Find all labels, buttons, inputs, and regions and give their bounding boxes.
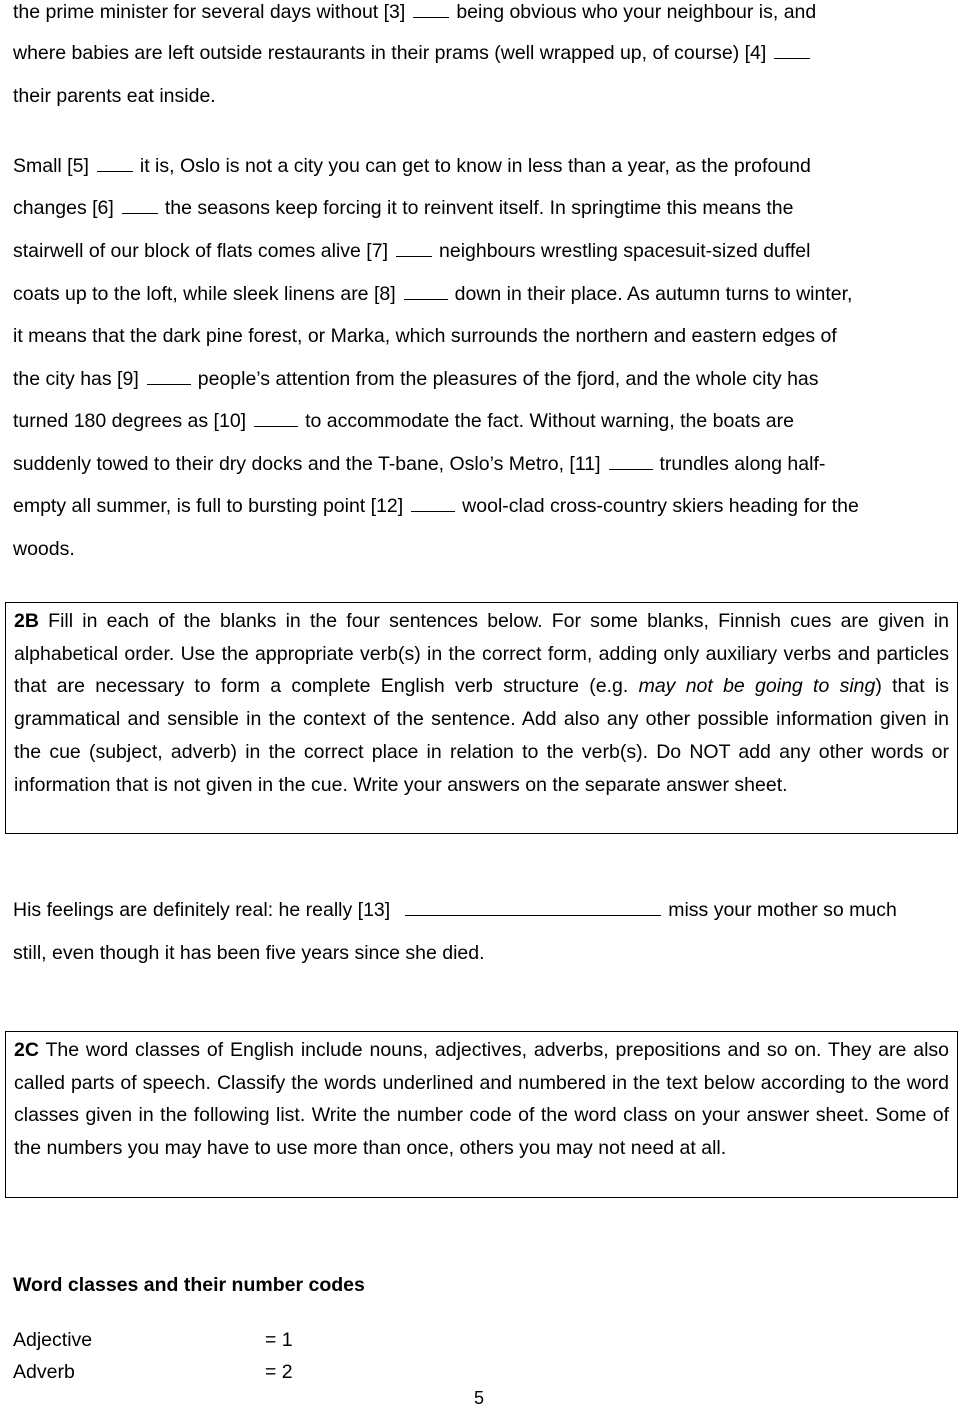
passage-line [13,84,216,108]
passage-text: the seasons keep forcing it to reinvent itself. In springtime this means the [164,197,794,219]
passage-text: coats up to the loft, while sleek linens are [8] [13,283,396,305]
passage-text: down in their place. As autumn turns to winter, [454,283,853,305]
passage-text: wool-clad cross-country skiers heading for the [462,495,859,517]
instruction-part: The word classes of English include nouns, adjectives, adverbs, prepositions and so on. They are also called parts of speech. Classify the words underlined and numbered in the text below according to the word classes given in the following list. Write the number code of the word class on your answer sheet. Some of the numbers you may have to use more than once, others you may not need at all. [14,1039,949,1160]
blank-11 [609,453,653,470]
sentence-13 [13,898,897,922]
passage-text: it is, Oslo is not a city you can get to know in less than a year, as the profound [139,155,811,177]
blank-5 [97,155,133,172]
passage-text: Small [5] [13,155,89,177]
passage-text: changes [6] [13,197,114,219]
word-class-row [13,1360,293,1384]
sentence-text: His feelings are definitely real: he really [13] [13,899,391,921]
passage-text: it means that the dark pine forest, or Marka, which surrounds the northern and eastern edges of [13,325,837,347]
word-classes-heading: Word classes and their number codes [13,1274,365,1296]
passage-line [13,282,852,306]
passage-line [13,537,75,561]
passage-line [13,154,811,178]
passage-text: trundles along half- [659,453,826,475]
passage-line [13,367,819,391]
sentence-text: miss your mother so much [668,899,897,921]
blank-10 [254,410,298,427]
instruction-box-2c [5,1031,958,1198]
blank-4 [774,42,810,59]
word-class-name: Adjective [13,1329,93,1351]
passage-text: their parents eat inside. [13,85,216,107]
passage-line [13,494,859,518]
passage-text: to accommodate the fact. Without warning, the boats are [305,410,794,432]
blank-7 [396,240,432,257]
instruction-part: Fill in each of the blanks in the four sentences below. For some blanks, Finnish cues are given in alphabetical order. Use the appropriate verb(s) in the correct form, adding only auxiliary verbs and particles that are necessary to form a complete English verb structure (e.g. [14,610,949,698]
instruction-box-2b [5,602,958,834]
passage-text: where babies are left outside restaurants in their prams (well wrapped up, of course) [4] [13,42,767,64]
instruction-part: ) that is grammatical and sensible in the context of the sentence. Add also any other possible information given in the cue (subject, adverb) in the correct place in relation to the verb(s). Do NOT add any other words or information that is not given in the cue. Write your answers on the separate answer sheet. [14,675,949,796]
passage-line [13,239,810,263]
instruction-text [14,605,949,801]
passage-text: turned 180 degrees as [10] [13,410,247,432]
blank-9 [147,368,191,385]
passage-text: the prime minister for several days without [3] [13,1,406,23]
passage-line [13,452,825,476]
passage-text: empty all summer, is full to bursting point [12] [13,495,404,517]
word-class-code: = 1 [265,1329,293,1351]
word-class-code: = 2 [265,1361,293,1383]
sentence-13-continued [13,941,485,965]
blank-12 [411,495,455,512]
passage-line [13,409,794,433]
passage-text: neighbours wrestling spacesuit-sized duffel [439,240,811,262]
passage-line [13,324,837,348]
sentence-text: still, even though it has been five years since she died. [13,942,485,964]
passage-text: suddenly towed to their dry docks and the T-bane, Oslo’s Metro, [11] [13,453,601,475]
word-class-row [13,1328,293,1352]
blank-3 [413,1,449,18]
page-number: 5 [474,1388,485,1408]
example-text: may not be going to sing [638,675,876,698]
word-class-name: Adverb [13,1361,75,1383]
section-label: 2B [14,610,39,632]
passage-text: stairwell of our block of flats comes alive [7] [13,240,388,262]
section-label: 2C [14,1039,39,1061]
passage-text: being obvious who your neighbour is, and [456,1,817,23]
passage-line [13,41,817,65]
blank-13 [405,899,661,916]
passage-text: people’s attention from the pleasures of the fjord, and the whole city has [197,368,819,390]
passage-text: the city has [9] [13,368,139,390]
blank-6 [122,197,158,214]
passage-line [13,0,816,24]
blank-8 [404,283,448,300]
passage-text: woods. [13,538,75,560]
instruction-text [14,1034,949,1165]
passage-line [13,196,793,220]
